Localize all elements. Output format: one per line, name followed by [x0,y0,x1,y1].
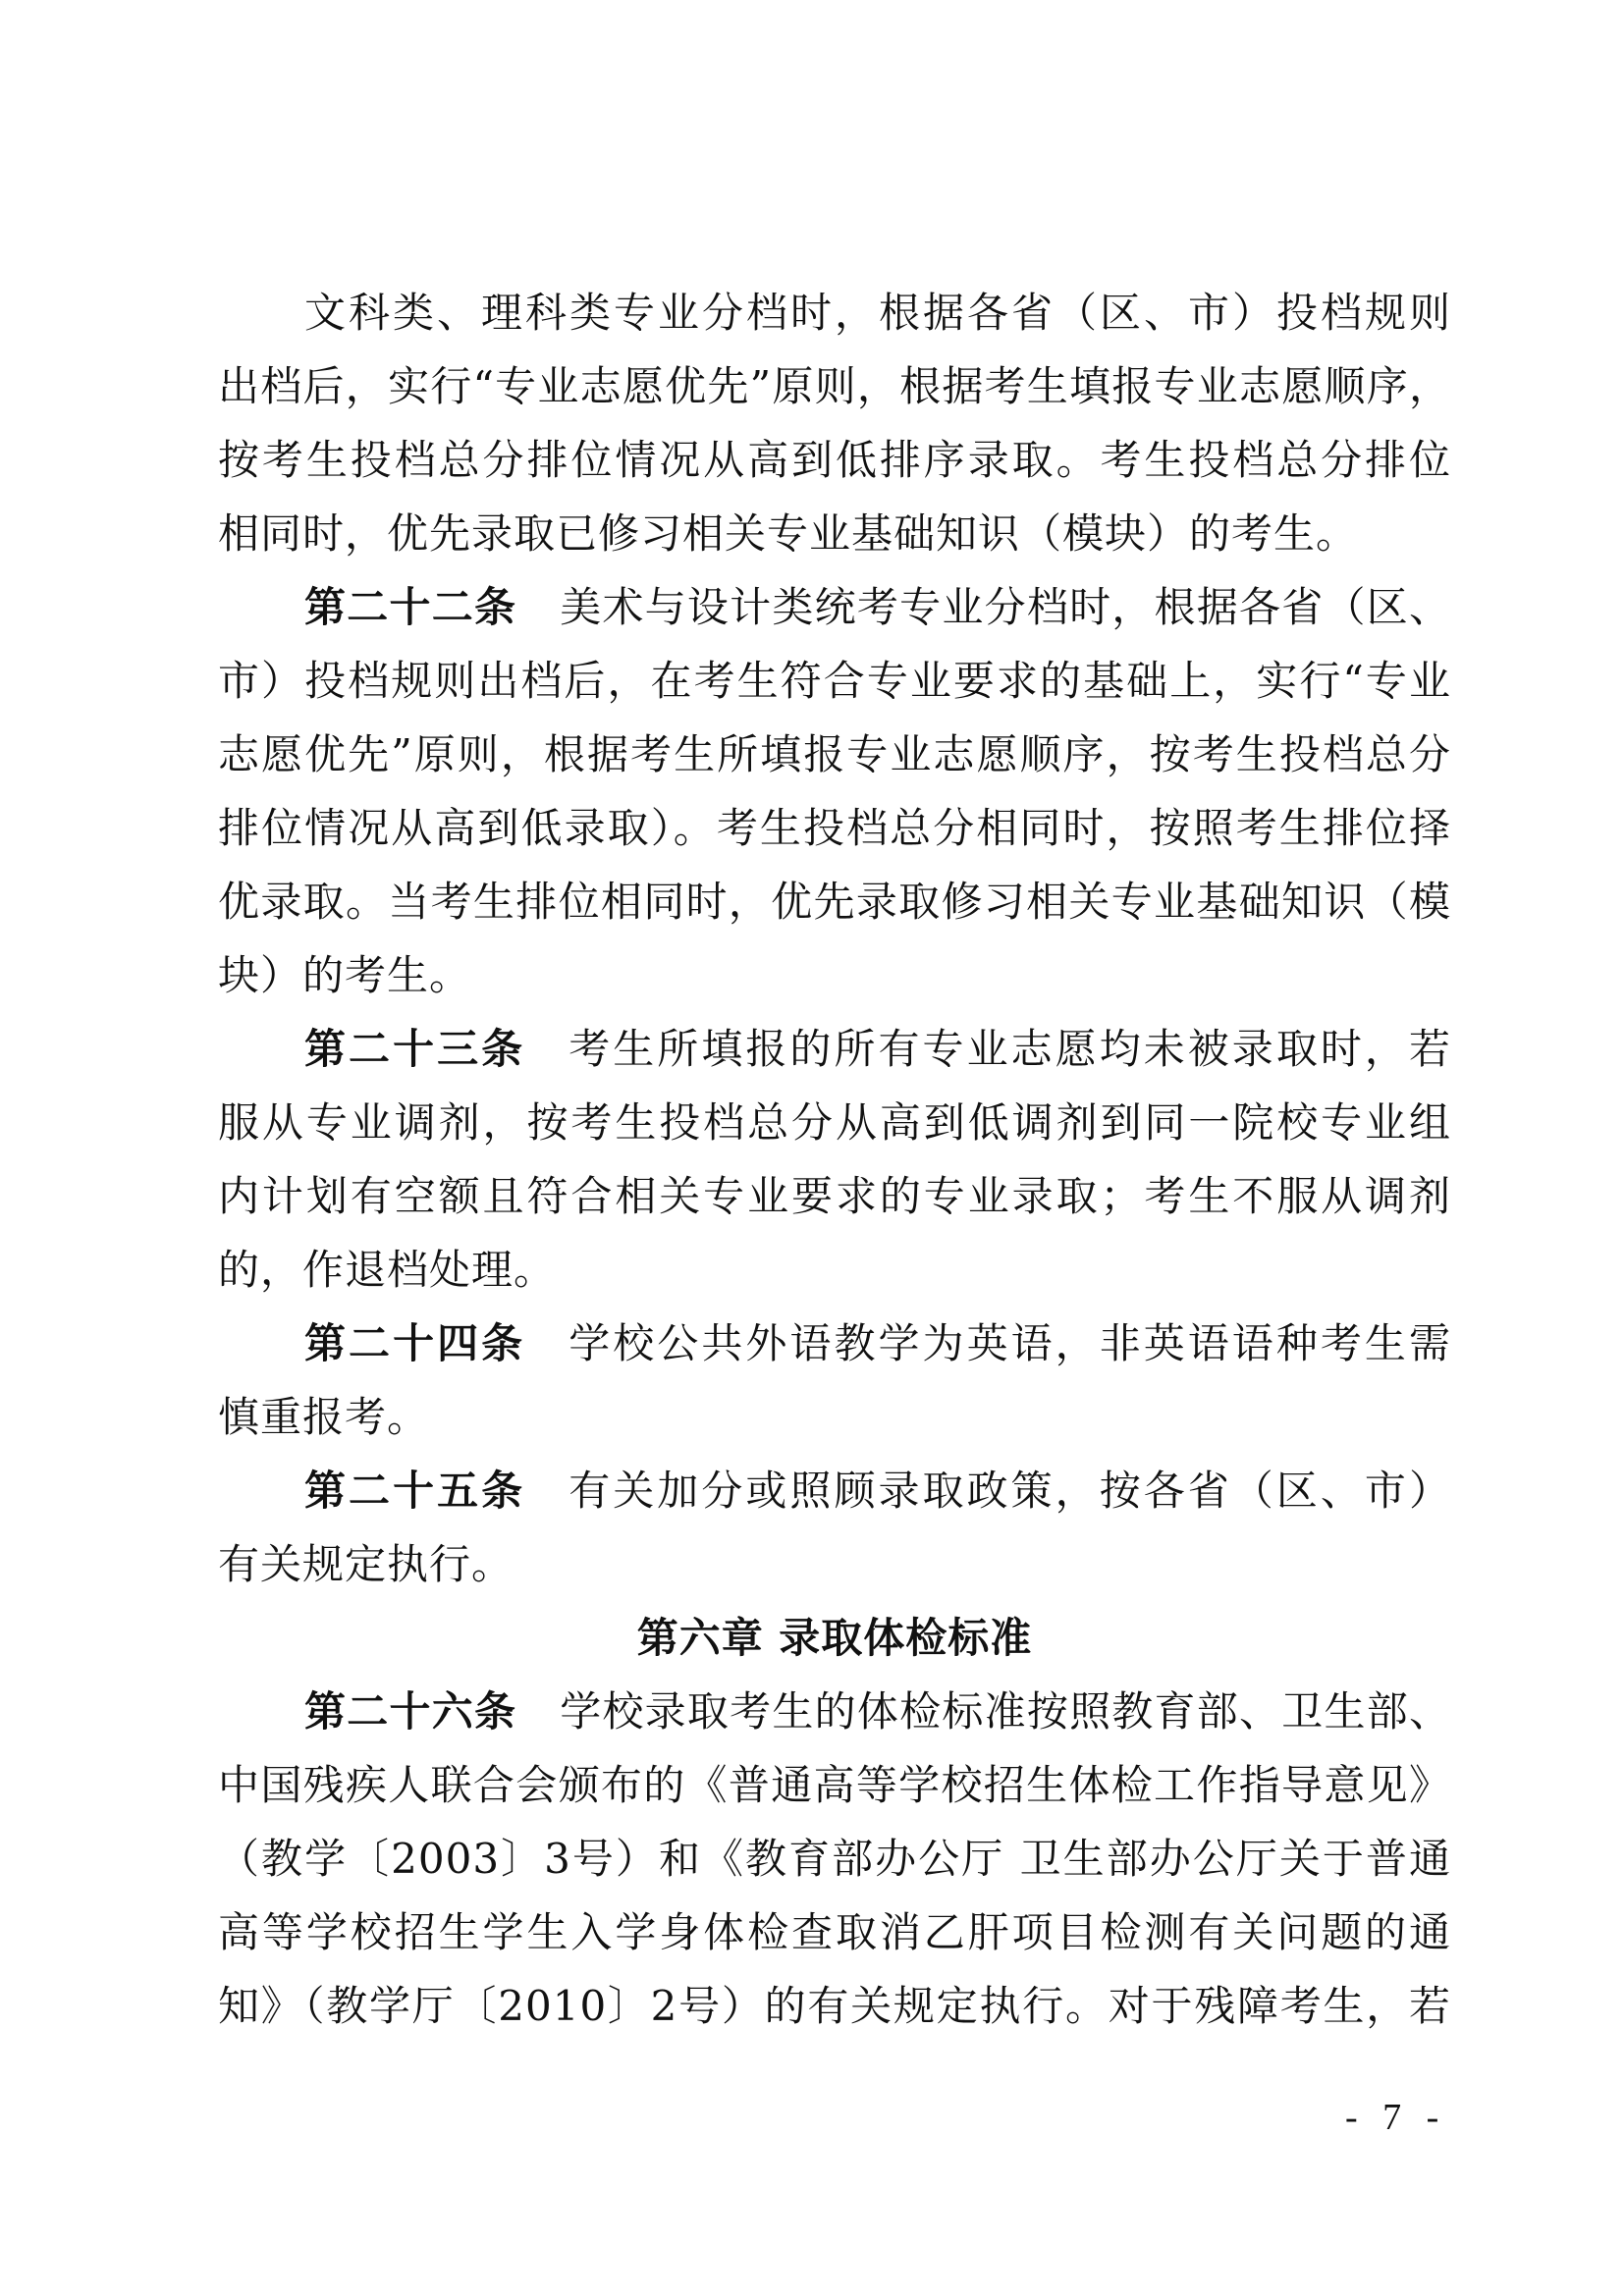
text-line [218,1012,1451,1086]
text-line [218,1233,1451,1307]
text-line [218,1307,1451,1380]
text-line [218,1159,1451,1233]
line-text: 高等学校招生学生入学身体检查取消乙肝项目检测有关问题的通 [218,1908,1451,1956]
line-text: 优录取。当考生排位相同时，优先录取修习相关专业基础知识（模 [218,878,1451,926]
article-label: 第二十四条 [304,1319,526,1367]
line-text: 美术与设计类统考专业分档时，根据各省（区、 [560,583,1451,631]
article-label: 第二十二条 [304,583,517,631]
text-line [218,1822,1451,1896]
text-line [218,791,1451,865]
text-line [218,718,1451,791]
text-line [218,938,1451,1012]
line-text: 中国残疾人联合会颁布的《普通高等学校招生体检工作指导意见》 [218,1761,1451,1809]
line-text: 市）投档规则出档后，在考生符合专业要求的基础上，实行“专业 [218,657,1451,705]
line-text: 排位情况从高到低录取）。考生投档总分相同时，按照考生排位择 [218,804,1451,852]
text-line [218,423,1451,497]
article-label: 第二十六条 [304,1687,517,1735]
line-text: 学校公共外语教学为英语，非英语语种考生需 [568,1319,1451,1367]
line-text: （教学〔2003〕3号）和《教育部办公厅 卫生部办公厅关于普通 [218,1835,1451,1883]
line-text: 服从专业调剂，按考生投档总分从高到低调剂到同一院校专业组 [218,1098,1451,1147]
article-label: 第二十五条 [304,1467,526,1515]
text-line [218,1380,1451,1454]
line-text: 文科类、理科类专业分档时，根据各省（区、市）投档规则 [304,289,1451,337]
text-line [218,276,1451,349]
text-line [218,1748,1451,1822]
line-text: 出档后，实行“专业志愿优先”原则，根据考生填报专业志愿顺序， [218,362,1451,410]
line-text: 有关加分或照顾录取政策，按各省（区、市） [568,1467,1451,1515]
line-text: 块）的考生。 [218,951,472,999]
line-text: 有关规定执行。 [218,1540,514,1588]
line-text: 学校录取考生的体检标准按照教育部、卫生部、 [560,1687,1451,1735]
line-text: 按考生投档总分排位情况从高到低排序录取。考生投档总分排位 [218,436,1451,484]
text-line [218,349,1451,423]
text-line [218,1527,1451,1601]
text-line [218,1969,1451,2043]
line-text: 知》（教学厅〔2010〕2号）的有关规定执行。对于残障考生，若 [218,1982,1451,2030]
line-text: 的，作退档处理。 [218,1246,557,1294]
text-line [218,570,1451,644]
text-line [218,865,1451,938]
line-text: 内计划有空额且符合相关专业要求的专业录取；考生不服从调剂 [218,1172,1451,1220]
article-label: 第二十三条 [304,1025,526,1073]
text-line [218,497,1451,570]
document-body [218,276,1451,2043]
text-line [218,1896,1451,1969]
line-text: 慎重报考。 [218,1393,430,1441]
text-line [218,1086,1451,1159]
chapter-heading: 第六章 录取体检标准 [636,1614,1033,1662]
line-text: 志愿优先”原则，根据考生所填报专业志愿顺序，按考生投档总分 [218,730,1451,778]
page-number: - 7 - [1345,2097,1447,2138]
text-line [218,1454,1451,1527]
line-text: 相同时，优先录取已修习相关专业基础知识（模块）的考生。 [218,509,1359,558]
line-text: 考生所填报的所有专业志愿均未被录取时，若 [568,1025,1451,1073]
text-line [218,1675,1451,1748]
text-line [218,644,1451,718]
